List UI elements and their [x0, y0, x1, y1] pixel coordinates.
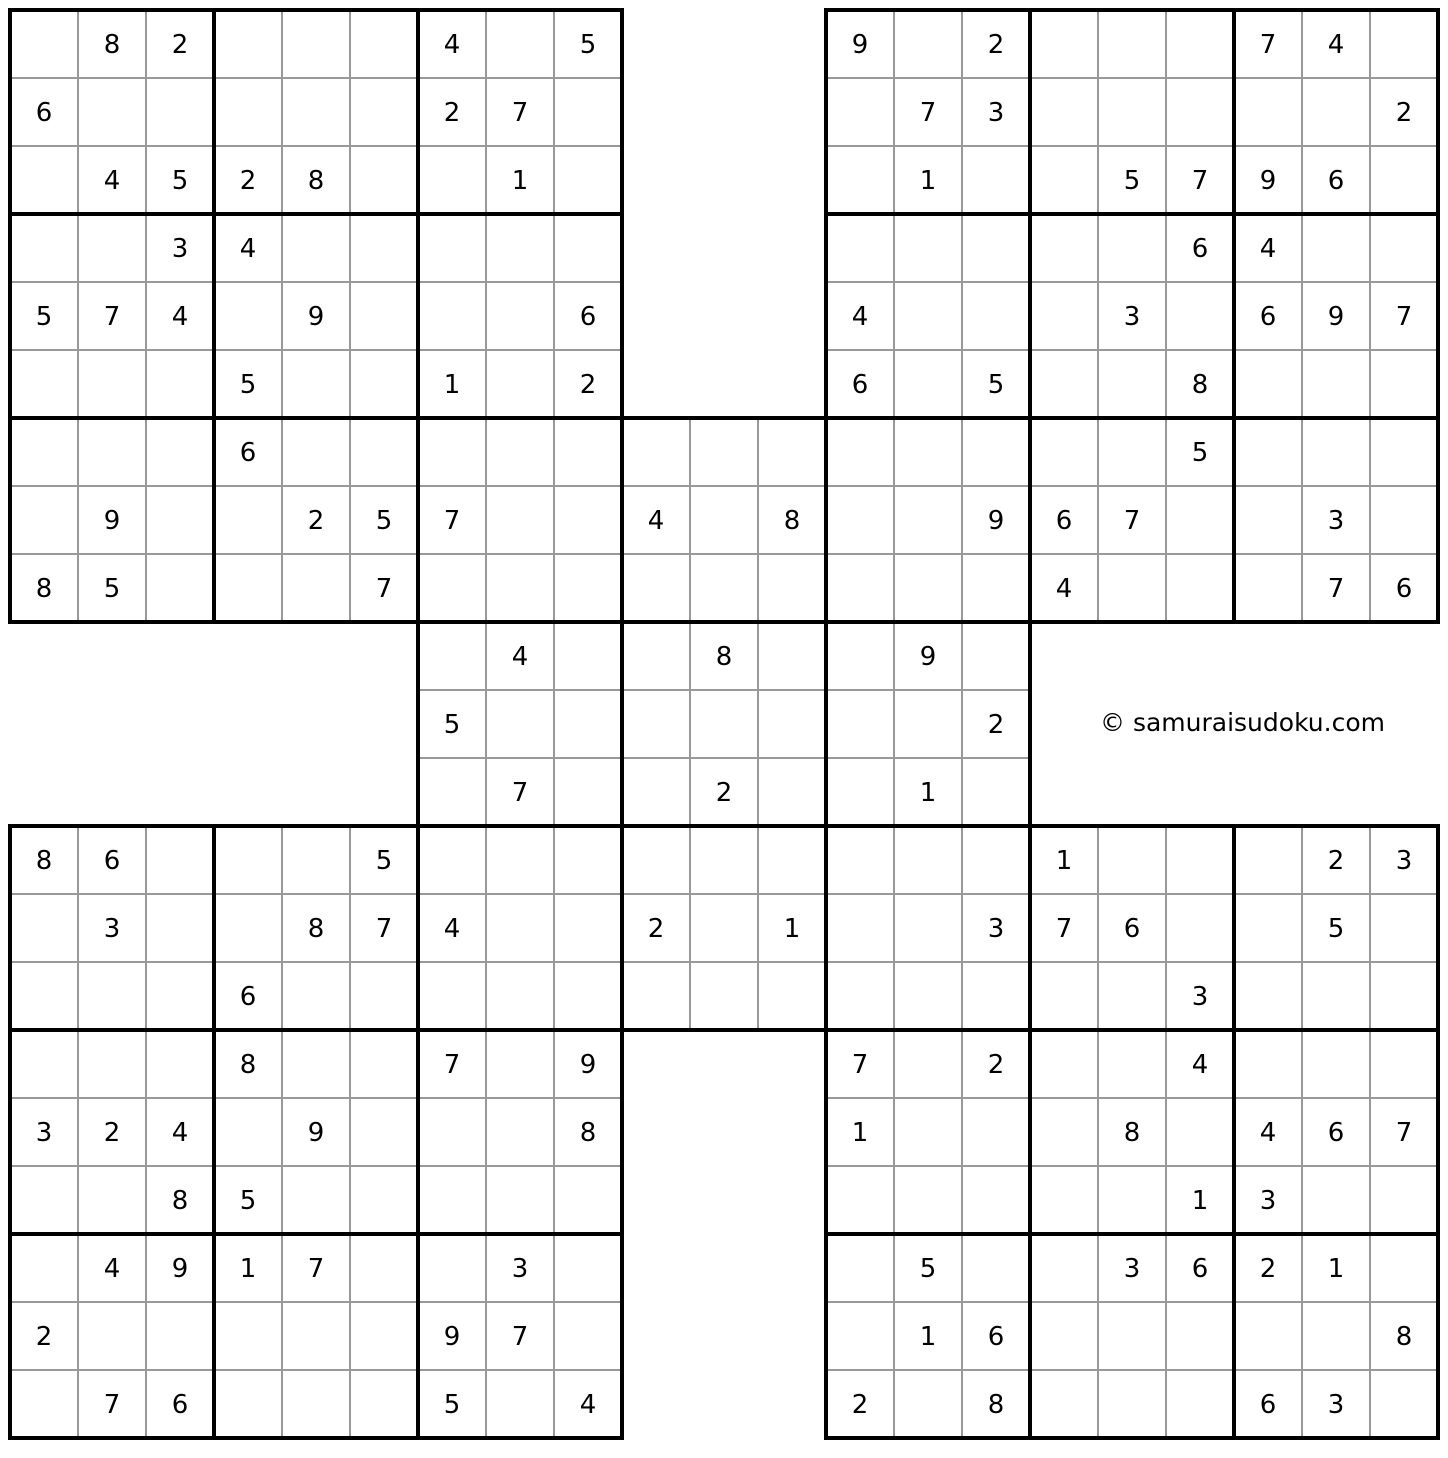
clue-digit: 9 [103, 506, 121, 536]
clue-digit: 3 [987, 914, 1005, 944]
clue-digit: 6 [1259, 1390, 1277, 1420]
clue-digit: 6 [1191, 1254, 1209, 1284]
clue-digit: 9 [443, 1322, 461, 1352]
clue-digit: 6 [239, 438, 257, 468]
clue-digit: 7 [919, 98, 937, 128]
clue-digit: 7 [1055, 914, 1073, 944]
clue-digit: 4 [171, 1118, 189, 1148]
clue-digit: 8 [35, 846, 53, 876]
clue-digit: 9 [307, 302, 325, 332]
clue-digit: 6 [1395, 574, 1413, 604]
clue-digit: 3 [171, 234, 189, 264]
clue-digit: 4 [647, 506, 665, 536]
clue-digit: 1 [783, 914, 801, 944]
clue-digit: 5 [579, 30, 597, 60]
clue-digit: 8 [103, 30, 121, 60]
clue-digit: 7 [1395, 302, 1413, 332]
clue-digit: 1 [1191, 1186, 1209, 1216]
copyright-text: © samuraisudoku.com [1100, 708, 1385, 737]
clue-digit: 4 [1327, 30, 1345, 60]
clue-digit: 7 [103, 302, 121, 332]
clue-digit: 3 [987, 98, 1005, 128]
clue-digit: 6 [1123, 914, 1141, 944]
clue-digit: 4 [171, 302, 189, 332]
clue-digit: 9 [1327, 302, 1345, 332]
clue-digit: 9 [919, 642, 937, 672]
clue-digit: 7 [307, 1254, 325, 1284]
clue-digit: 3 [35, 1118, 53, 1148]
clue-digit: 6 [1259, 302, 1277, 332]
clue-digit: 4 [443, 914, 461, 944]
clue-digit: 5 [919, 1254, 937, 1284]
clue-digit: 6 [103, 846, 121, 876]
clue-digit: 7 [375, 574, 393, 604]
clue-digit: 3 [103, 914, 121, 944]
clue-digit: 2 [1327, 846, 1345, 876]
clue-digit: 5 [443, 710, 461, 740]
clue-digit: 5 [375, 506, 393, 536]
clue-digit: 7 [1123, 506, 1141, 536]
clue-digit: 9 [1259, 166, 1277, 196]
clue-digit: 4 [1259, 1118, 1277, 1148]
clue-digit: 1 [851, 1118, 869, 1148]
clue-digit: 6 [1327, 1118, 1345, 1148]
clue-digit: 9 [851, 30, 869, 60]
clue-digit: 5 [375, 846, 393, 876]
clue-digit: 7 [511, 98, 529, 128]
clue-digit: 5 [35, 302, 53, 332]
clue-digit: 6 [239, 982, 257, 1012]
clue-digit: 5 [103, 574, 121, 604]
clue-digit: 7 [1191, 166, 1209, 196]
clue-digit: 7 [511, 1322, 529, 1352]
clue-digit: 3 [1327, 1390, 1345, 1420]
clue-digit: 6 [35, 98, 53, 128]
clue-digit: 5 [239, 370, 257, 400]
clue-digit: 7 [1395, 1118, 1413, 1148]
clue-digit: 1 [919, 166, 937, 196]
clue-digit: 6 [579, 302, 597, 332]
clue-digit: 7 [375, 914, 393, 944]
clue-digit: 2 [987, 1050, 1005, 1080]
clue-digit: 6 [1327, 166, 1345, 196]
clue-digit: 6 [987, 1322, 1005, 1352]
clue-digit: 8 [35, 574, 53, 604]
clue-digit: 3 [1395, 846, 1413, 876]
clue-digit: 7 [443, 506, 461, 536]
clue-digit: 2 [103, 1118, 121, 1148]
clue-digit: 4 [851, 302, 869, 332]
clue-digit: 3 [1123, 302, 1141, 332]
clue-digit: 4 [103, 1254, 121, 1284]
clue-digit: 4 [1055, 574, 1073, 604]
clue-digit: 3 [1259, 1186, 1277, 1216]
clue-digit: 8 [987, 1390, 1005, 1420]
clue-digit: 2 [35, 1322, 53, 1352]
clue-digit: 9 [579, 1050, 597, 1080]
clue-digit: 2 [987, 30, 1005, 60]
clue-digit: 6 [1191, 234, 1209, 264]
clue-digit: 7 [103, 1390, 121, 1420]
clue-digit: 6 [851, 370, 869, 400]
clue-digit: 2 [239, 166, 257, 196]
clue-digit: 8 [783, 506, 801, 536]
clue-digit: 8 [307, 166, 325, 196]
clue-digit: 2 [1395, 98, 1413, 128]
clue-digit: 2 [443, 98, 461, 128]
clue-digit: 2 [715, 778, 733, 808]
clue-digit: 8 [715, 642, 733, 672]
clue-digit: 3 [1327, 506, 1345, 536]
clue-digit: 7 [1327, 574, 1345, 604]
clue-digit: 4 [103, 166, 121, 196]
clue-digit: 7 [443, 1050, 461, 1080]
clue-digit: 1 [511, 166, 529, 196]
clue-digit: 9 [307, 1118, 325, 1148]
clue-digit: 9 [171, 1254, 189, 1284]
clue-digit: 2 [307, 506, 325, 536]
clue-digit: 5 [1123, 166, 1141, 196]
clue-digit: 2 [579, 370, 597, 400]
clue-digit: 8 [579, 1118, 597, 1148]
clue-digit: 2 [647, 914, 665, 944]
clue-digit: 5 [171, 166, 189, 196]
clue-digit: 2 [1259, 1254, 1277, 1284]
clue-digit: 9 [987, 506, 1005, 536]
clue-digit: 8 [307, 914, 325, 944]
clue-digit: 4 [1259, 234, 1277, 264]
clue-digit: 4 [511, 642, 529, 672]
clue-digit: 1 [1327, 1254, 1345, 1284]
clue-digit: 5 [443, 1390, 461, 1420]
clue-digit: 6 [171, 1390, 189, 1420]
clue-digit: 4 [1191, 1050, 1209, 1080]
clue-digit: 1 [443, 370, 461, 400]
clue-digit: 2 [851, 1390, 869, 1420]
clue-digit: 3 [1191, 982, 1209, 1012]
clue-digit: 5 [987, 370, 1005, 400]
clue-digit: 5 [1191, 438, 1209, 468]
clue-digit: 1 [919, 1322, 937, 1352]
clue-digit: 8 [1395, 1322, 1413, 1352]
clue-digit: 7 [511, 778, 529, 808]
clue-digit: 2 [987, 710, 1005, 740]
clue-digit: 1 [1055, 846, 1073, 876]
clue-digit: 8 [239, 1050, 257, 1080]
clue-digit: 1 [919, 778, 937, 808]
clue-digit: 4 [579, 1390, 597, 1420]
clue-digit: 3 [1123, 1254, 1141, 1284]
clue-digit: 6 [1055, 506, 1073, 536]
clue-digit: 3 [511, 1254, 529, 1284]
clue-digit: 5 [239, 1186, 257, 1216]
clue-digit: 5 [1327, 914, 1345, 944]
clue-digit: 7 [1259, 30, 1277, 60]
clue-digit: 7 [851, 1050, 869, 1080]
clue-digit: 2 [171, 30, 189, 60]
clue-digit: 4 [239, 234, 257, 264]
clue-digit: 8 [1191, 370, 1209, 400]
clue-digit: 1 [239, 1254, 257, 1284]
clue-digit: 8 [171, 1186, 189, 1216]
clue-digit: 4 [443, 30, 461, 60]
clue-digit: 8 [1123, 1118, 1141, 1148]
